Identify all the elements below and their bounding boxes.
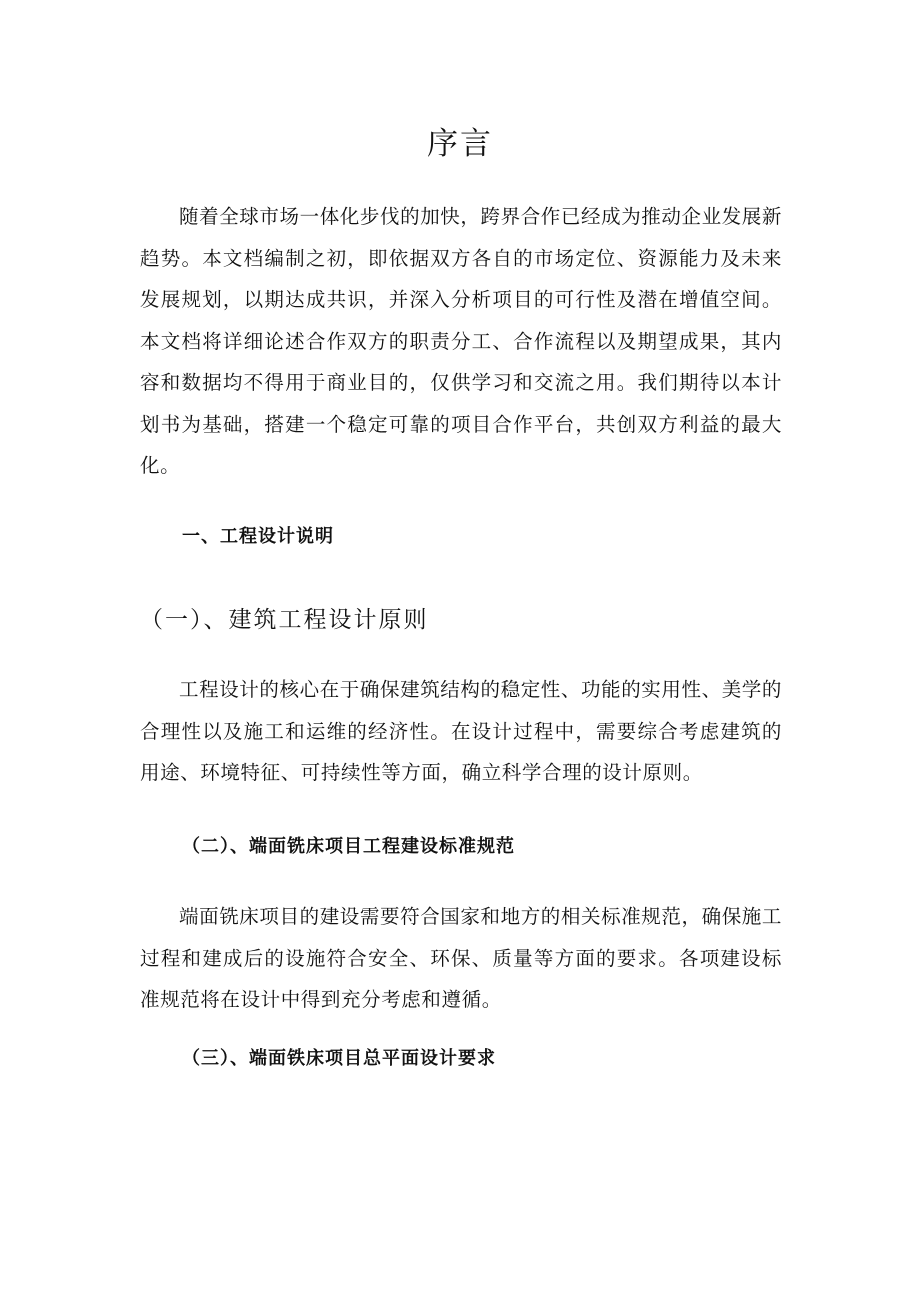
standards-paragraph: 端面铣床项目的建设需要符合国家和地方的相关标准规范，确保施工过程和建成后的设施符合安全、环保、质量等方面的要求。各项建设标准规范将在设计中得到充分考虑和遵循。 [140, 905, 783, 1011]
section-heading-engineering-design: 一、工程设计说明 [182, 526, 334, 547]
subsection-heading-design-principles: （一）、建筑工程设计原则 [140, 607, 429, 633]
subsection-heading-standards: （二）、端面铣床项目工程建设标准规范 [182, 836, 515, 857]
subsection-heading-site-plan: （三）、端面铁床项目总平面设计要求 [182, 1048, 496, 1069]
page-title: 序言 [427, 126, 493, 162]
intro-paragraph: 随着全球市场一体化步伐的加快，跨界合作已经成为推动企业发展新趋势。本文档编制之初，即依据双方各自的市场定位、资源能力及未来发展规划，以期达成共识，并深入分析项目的可行性及潜在增值空间。本文档将详细论述合作双方的职责分工、合作流程以及期望成果，其内容和数据均不得用于商业目的，仅供学习和交流之用。我们期待以本计划书为基础，搭建一个稳定可靠的项目合作平台，共创双方利益的最大化。 [140, 205, 783, 477]
design-principles-paragraph: 工程设计的核心在于确保建筑结构的稳定性、功能的实用性、美学的合理性以及施工和运维的经济性。在设计过程中，需要综合考虑建筑的用途、环境特征、可持续性等方面，确立科学合理的设计原则。 [140, 678, 783, 784]
